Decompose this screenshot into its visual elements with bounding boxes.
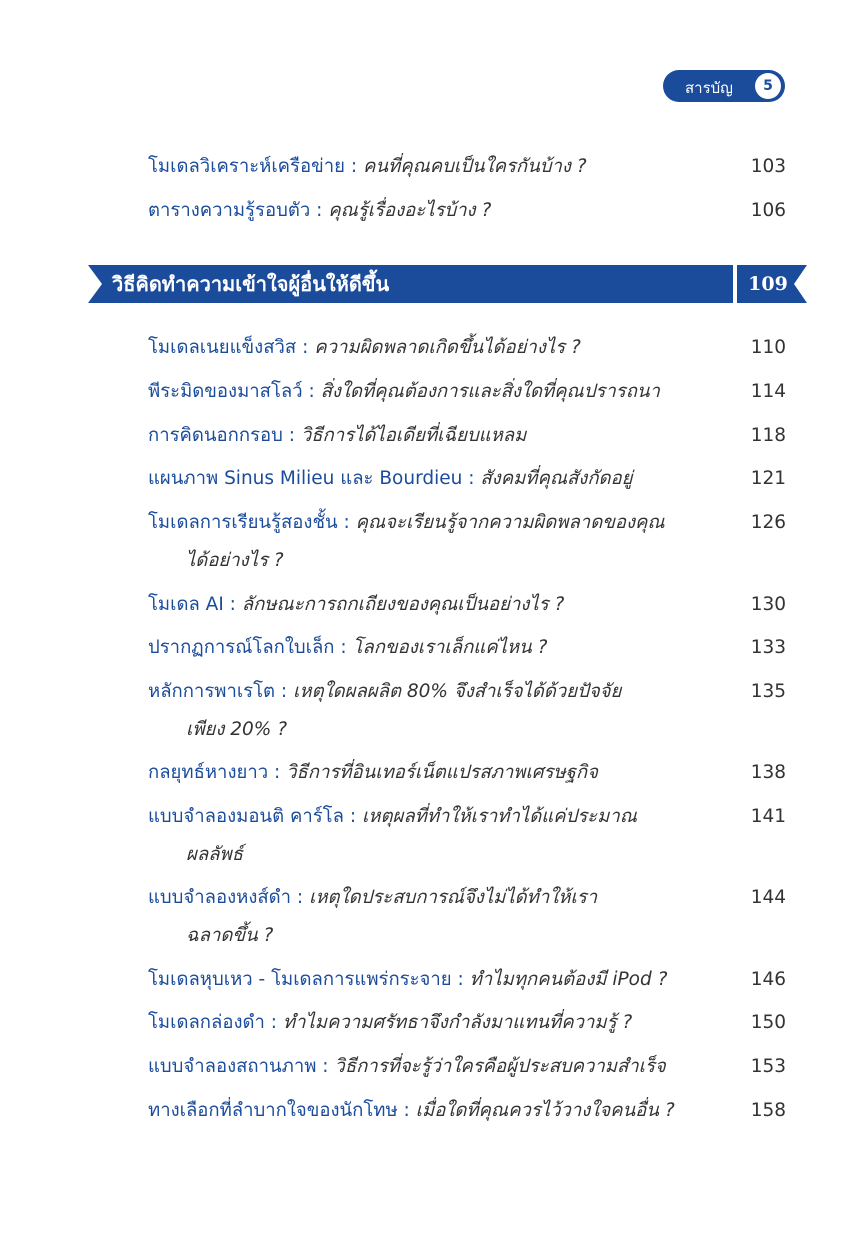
toc-entry-title: ปรากฏการณ์โลกใบเล็ก : โลกของเราเล็กแค่ไหน ? bbox=[148, 637, 548, 658]
running-header bbox=[663, 70, 785, 102]
section-page-tab bbox=[737, 265, 807, 303]
toc-entry-subtitle: ทำไมความศรัทธาจึงกำลังมาแทนที่ความรู้ ? bbox=[277, 1012, 633, 1033]
toc-entry-title: พีระมิดของมาสโลว์ : สิ่งใดที่คุณต้องการและสิ่งใดที่คุณปรารถนา bbox=[148, 381, 660, 402]
section-heading-title: วิธีคิดทำความเข้าใจผู้อื่นให้ดีขึ้น bbox=[112, 272, 390, 296]
toc-entry-page: 138 bbox=[750, 762, 786, 783]
toc-entry-subtitle: วิธีการที่อินเทอร์เน็ตแปรสภาพเศรษฐกิจ bbox=[280, 762, 598, 783]
toc-entry-subtitle: คุณรู้เรื่องอะไรบ้าง ? bbox=[322, 200, 492, 221]
toc-entry-page: 103 bbox=[750, 156, 786, 177]
toc-entry-title: โมเดลกล่องดำ : ทำไมความศรัทธาจึงกำลังมาแทนที่ความรู้ ? bbox=[148, 1012, 633, 1033]
toc-entry-subtitle: วิธีการที่จะรู้ว่าใครคือผู้ประสบความสำเร็จ bbox=[328, 1056, 666, 1077]
section-page-number: 109 bbox=[748, 273, 788, 295]
toc-entry-title: โมเดล AI : ลักษณะการถกเถียงของคุณเป็นอย่างไร ? bbox=[148, 594, 565, 615]
toc-entry-title: โมเดลหุบเหว - โมเดลการแพร่กระจาย : ทำไมทุกคนต้องมี iPod ? bbox=[148, 969, 668, 990]
toc-entry-subtitle: สิ่งใดที่คุณต้องการและสิ่งใดที่คุณปรารถนา bbox=[314, 381, 660, 402]
toc-entry-subtitle-continued: ได้อย่างไร ? bbox=[186, 550, 284, 571]
toc-entry-page: 126 bbox=[750, 512, 786, 533]
toc-entry-subtitle: เหตุผลที่ทำให้เราทำได้แค่ประมาณ bbox=[356, 806, 637, 827]
toc-entry-title: ทางเลือกที่ลำบากใจของนักโทษ : เมื่อใดที่คุณควรไว้วางใจคนอื่น ? bbox=[148, 1100, 675, 1121]
toc-entry-page: 110 bbox=[750, 337, 786, 358]
toc-entry-title: โมเดลการเรียนรู้สองชั้น : คุณจะเรียนรู้จากความผิดพลาดของคุณ ได้อย่างไร ? bbox=[148, 504, 723, 580]
toc-entry-page: 106 bbox=[750, 200, 786, 221]
toc-entry-subtitle-continued: ฉลาดขึ้น ? bbox=[186, 925, 274, 946]
running-header-page-number: 5 bbox=[755, 73, 781, 99]
toc-entry-page: 121 bbox=[750, 468, 786, 489]
toc-entry-page: 141 bbox=[750, 806, 786, 827]
toc-entry-subtitle: ทำไมทุกคนต้องมี iPod ? bbox=[463, 969, 668, 990]
toc-entry-page: 144 bbox=[750, 887, 786, 908]
toc-entry-title: กลยุทธ์หางยาว : วิธีการที่อินเทอร์เน็ตแปรสภาพเศรษฐกิจ bbox=[148, 762, 598, 783]
toc-entry-page: 135 bbox=[750, 681, 786, 702]
toc-entry-page: 130 bbox=[750, 594, 786, 615]
toc-entry-title: การคิดนอกกรอบ : วิธีการได้ไอเดียที่เฉียบแหลม bbox=[148, 425, 527, 446]
toc-entry-title: แผนภาพ Sinus Milieu และ Bourdieu : สังคมที่คุณสังกัดอยู่ bbox=[148, 468, 633, 489]
toc-entry-subtitle: สังคมที่คุณสังกัดอยู่ bbox=[474, 468, 633, 489]
toc-entry-page: 153 bbox=[750, 1056, 786, 1077]
toc-entry-page: 118 bbox=[750, 425, 786, 446]
toc-entry-title: โมเดลวิเคราะห์เครือข่าย : คนที่คุณคบเป็นใครกันบ้าง ? bbox=[148, 156, 587, 177]
toc-entry-title: หลักการพาเรโต : เหตุใดผลผลิต 80% จึงสำเร็จได้ด้วยปัจจัย เพียง 20% ? bbox=[148, 673, 723, 749]
toc-entry-subtitle: ลักษณะการถกเถียงของคุณเป็นอย่างไร ? bbox=[235, 594, 565, 615]
toc-entry-title: แบบจำลองมอนติ คาร์โล : เหตุผลที่ทำให้เราทำได้แค่ประมาณ ผลลัพธ์ bbox=[148, 798, 723, 874]
toc-entry-page: 114 bbox=[750, 381, 786, 402]
toc-entry-subtitle: เมื่อใดที่คุณควรไว้วางใจคนอื่น ? bbox=[409, 1100, 675, 1121]
toc-entry-subtitle-continued: เพียง 20% ? bbox=[186, 719, 288, 740]
toc-entry-page: 146 bbox=[750, 969, 786, 990]
toc-entry-subtitle-continued: ผลลัพธ์ bbox=[186, 844, 243, 865]
toc-entry-title: แบบจำลองหงส์ดำ : เหตุใดประสบการณ์จึงไม่ได้ทำให้เรา ฉลาดขึ้น ? bbox=[148, 879, 723, 955]
toc-entry-subtitle: คนที่คุณคบเป็นใครกันบ้าง ? bbox=[357, 156, 587, 177]
toc-entry-title: โมเดลเนยแข็งสวิส : ความผิดพลาดเกิดขึ้นได้อย่างไร ? bbox=[148, 337, 581, 358]
toc-entry-subtitle: เหตุใดผลผลิต 80% จึงสำเร็จได้ด้วยปัจจัย bbox=[287, 681, 622, 702]
toc-entry-title: แบบจำลองสถานภาพ : วิธีการที่จะรู้ว่าใครคือผู้ประสบความสำเร็จ bbox=[148, 1056, 666, 1077]
toc-entry-subtitle: วิธีการได้ไอเดียที่เฉียบแหลม bbox=[294, 425, 527, 446]
running-header-label: สารบัญ bbox=[685, 79, 733, 97]
toc-entry-title: ตารางความรู้รอบตัว : คุณรู้เรื่องอะไรบ้าง ? bbox=[148, 200, 492, 221]
toc-entry-subtitle: เหตุใดประสบการณ์จึงไม่ได้ทำให้เรา bbox=[303, 887, 598, 908]
toc-entry-page: 133 bbox=[750, 637, 786, 658]
toc-entry-page: 150 bbox=[750, 1012, 786, 1033]
section-heading-notch bbox=[88, 265, 102, 303]
toc-entry-subtitle: คุณจะเรียนรู้จากความผิดพลาดของคุณ bbox=[349, 512, 665, 533]
toc-entry-subtitle: โลกของเราเล็กแค่ไหน ? bbox=[346, 637, 548, 658]
toc-entry-subtitle: ความผิดพลาดเกิดขึ้นได้อย่างไร ? bbox=[308, 337, 581, 358]
toc-entry-page: 158 bbox=[750, 1100, 786, 1121]
